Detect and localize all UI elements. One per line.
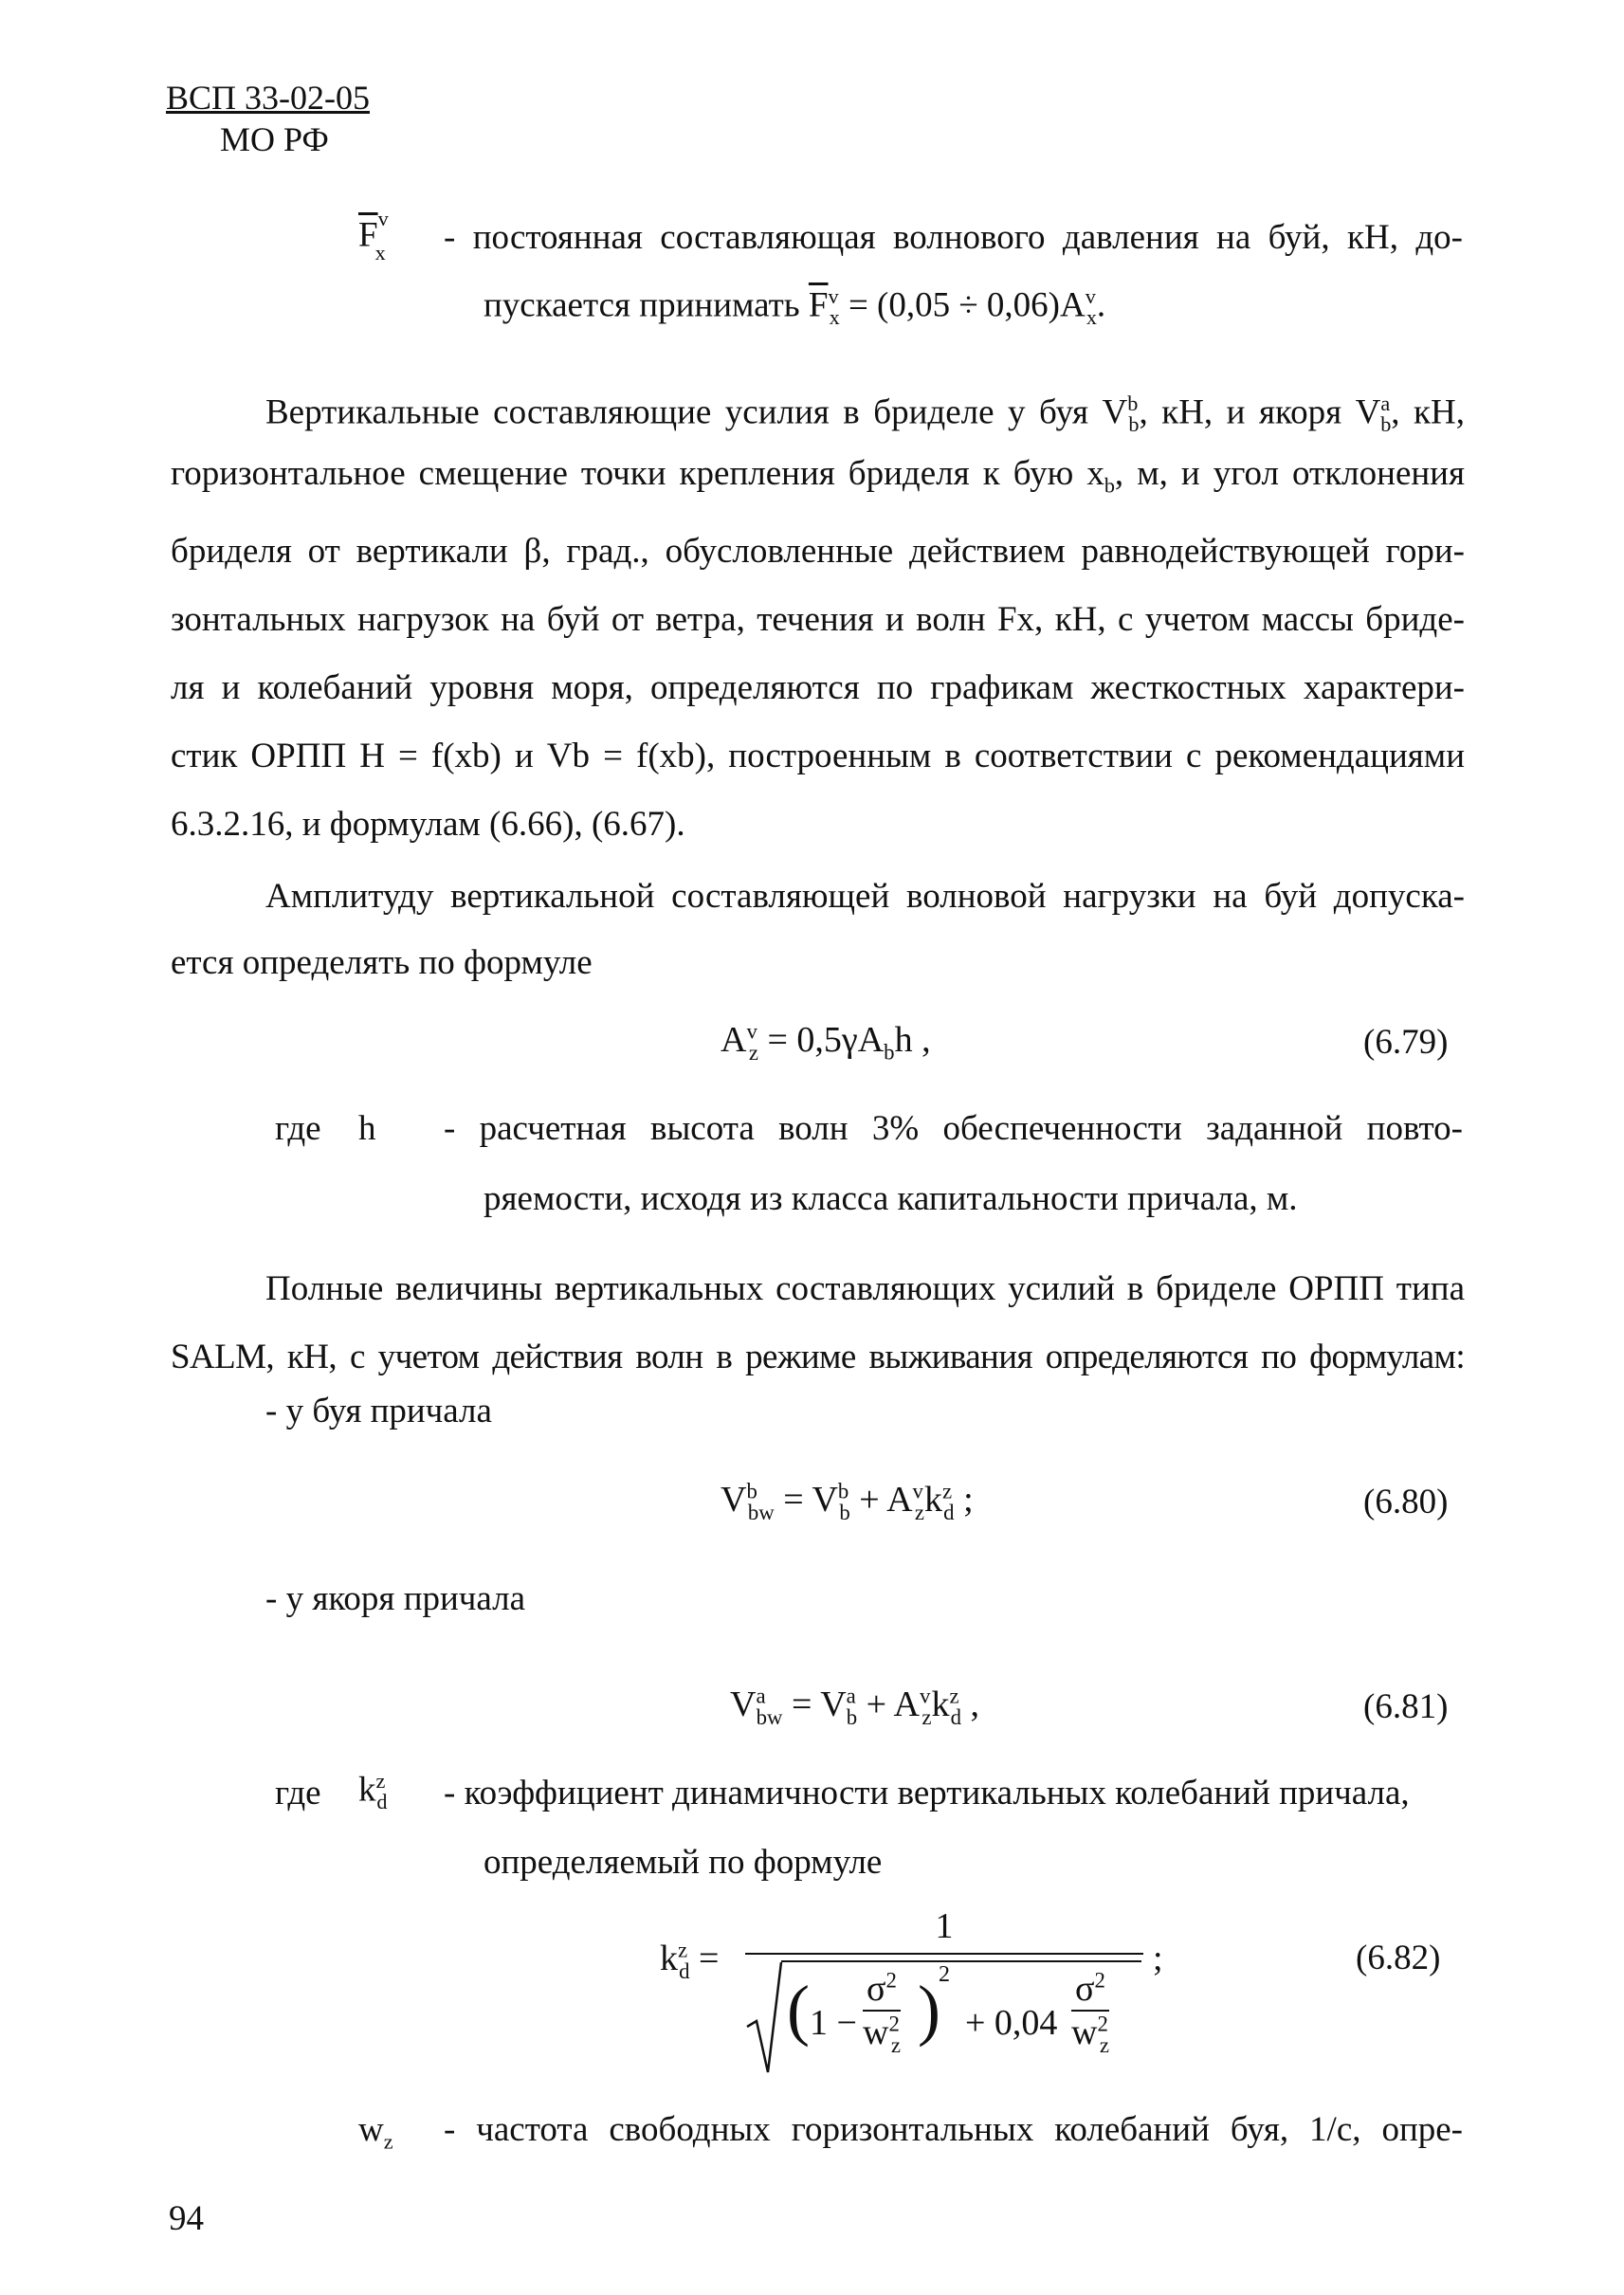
para1-line2: горизонтальное смещение точки крепления бриделя к бую $x_b$, м, и угол отклонения	[171, 454, 1465, 498]
equation-6-80: $V^b_{bw} = V^b_b + A^v_zk^z_d$ ;	[721, 1479, 974, 1524]
kd-definition-line1: - коэффициент динамичности вертикальных колебаний причала,	[444, 1774, 1410, 1812]
para1-line4: зонтальных нагрузок на буй от ветра, течения и волн Fx, кН, с учетом массы бриде-	[171, 600, 1465, 639]
para1-line7: 6.3.2.16, и формулам (6.66), (6.67).	[171, 805, 685, 844]
para1-line1: Вертикальные составляющие усилия в бриделе у буя $V^b_b$, кН, и якоря $V^a_b$, кН,	[265, 392, 1465, 436]
document-code: ВСП 33-02-05	[166, 79, 370, 117]
sqrt-icon	[745, 1960, 783, 2074]
equation-number-6-81: (6.81)	[1363, 1687, 1449, 1726]
fxv-symbol: $\overline{F}^v_x$	[358, 207, 389, 264]
equation-number-6-80: (6.80)	[1363, 1483, 1449, 1521]
equation-number-6-79: (6.79)	[1363, 1023, 1449, 1062]
eq682-denominator: ( 1 − $\frac{\sigma^2}{w^2_z}$ ) 2 + 0,04 $\frac{\sigma^2}{w^2_z}$	[745, 1960, 1143, 2074]
para1-line6: стик ОРПП H = f(xb) и Vb = f(xb), построенным в соответствии с рекомендациями	[171, 737, 1465, 775]
para1-line5: ля и колебаний уровня моря, определяются по графикам жесткостных характери-	[171, 668, 1465, 707]
eq682-fraction-bar	[745, 1953, 1143, 1955]
equation-6-79: $A^v_z = 0,5\gamma A_bh$ ,	[721, 1019, 931, 1065]
h-symbol: h	[358, 1109, 376, 1148]
where-label-h: где	[275, 1109, 321, 1148]
document-org: МО РФ	[220, 120, 329, 158]
para3-line3: - у буя причала	[265, 1392, 492, 1430]
para3-line1: Полные величины вертикальных составляющих усилий в бриделе ОРПП типа	[265, 1269, 1465, 1308]
para1-line3: бриделя от вертикали β, град., обусловленные действием равнодействующей гори-	[171, 532, 1465, 571]
para2-line2: ется определять по формуле	[171, 943, 593, 982]
page-number: 94	[169, 2199, 204, 2238]
kd-symbol: $k^z_d$	[358, 1769, 388, 1813]
fxv-definition-line2: пускается принимать $\overline{F}^v_x = (0,05 \div 0,06)A^v_x$.	[484, 284, 1106, 329]
eq682-numerator: 1	[935, 1906, 954, 1946]
fxv-definition-line1: - постоянная составляющая волнового давления на буй, кН, до-	[444, 218, 1463, 257]
para2-line1: Амплитуду вертикальной составляющей волновой нагрузки на буй допуска-	[265, 877, 1465, 916]
where-label-kd: где	[275, 1774, 321, 1812]
anchor-label: - у якоря причала	[265, 1579, 526, 1618]
equation-6-81: $V^a_{bw} = V^a_b + A^v_zk^z_d$ ,	[730, 1684, 980, 1729]
wz-symbol: $w_z$	[358, 2110, 393, 2154]
h-definition-line1: - расчетная высота волн 3% обеспеченности заданной повто-	[444, 1109, 1463, 1148]
equation-number-6-82: (6.82)	[1356, 1939, 1441, 1977]
kd-definition-line2: определяемый по формуле	[484, 1843, 883, 1882]
wz-definition-line1: - частота свободных горизонтальных колебаний буя, 1/с, опре-	[444, 2110, 1463, 2149]
para3-line2: SALM, кН, с учетом действия волн в режиме выживания определяются по формулам:	[171, 1338, 1465, 1376]
h-definition-line2: ряемости, исходя из класса капитальности причала, м.	[484, 1179, 1298, 1218]
